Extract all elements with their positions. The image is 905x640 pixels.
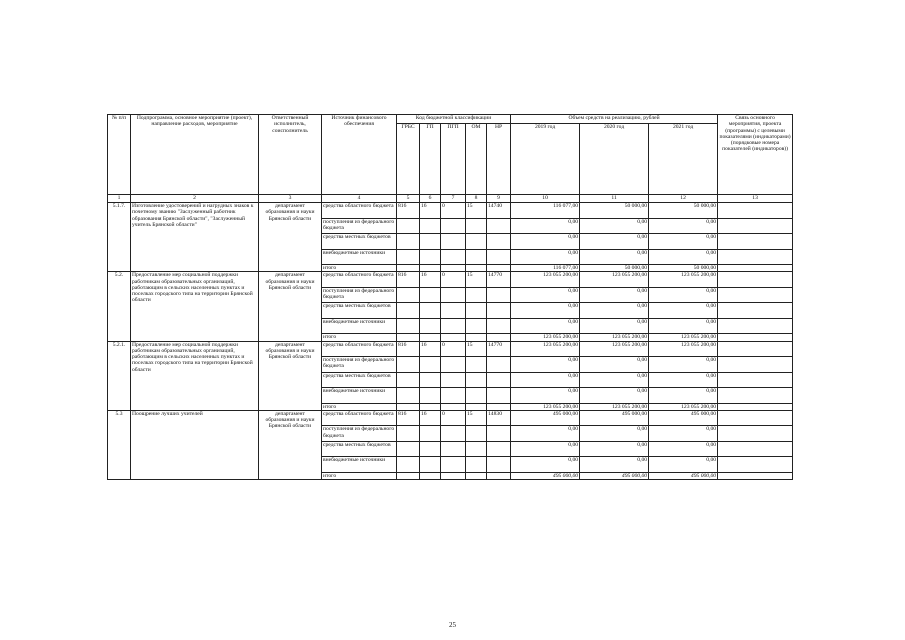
item-responsible: департамент образования и науки Брянской области — [259, 410, 322, 479]
amount-cell: 116 077,00 — [511, 265, 580, 272]
item-name: Поощрение лучших учителей — [131, 410, 259, 479]
budget-code — [397, 426, 420, 442]
budget-code — [420, 472, 441, 479]
budget-code — [441, 287, 466, 303]
amount-cell: 0,00 — [580, 388, 649, 404]
budget-code — [397, 403, 420, 410]
table-body — [108, 203, 793, 480]
amount-cell: 0,00 — [649, 287, 718, 303]
header-om: ОМ — [466, 124, 487, 195]
budget-code — [487, 249, 511, 265]
amount-cell: 0,00 — [511, 441, 580, 457]
header-nr: НР — [487, 124, 511, 195]
funding-source: средства областного бюджета — [322, 272, 397, 288]
table-row — [108, 410, 793, 426]
budget-code — [441, 441, 466, 457]
budget-code: 816 — [397, 272, 420, 288]
funding-source: внебюджетные источники — [322, 249, 397, 265]
amount-cell: 123 055 200,00 — [649, 341, 718, 357]
budget-code — [466, 265, 487, 272]
amount-cell: 0,00 — [649, 357, 718, 373]
funding-source: средства местных бюджетов — [322, 303, 397, 319]
budget-code — [397, 457, 420, 473]
item-responsible: департамент образования и науки Брянской области — [259, 203, 322, 272]
budget-code — [487, 218, 511, 234]
budget-code — [397, 303, 420, 319]
column-number: 4 — [322, 195, 397, 203]
budget-code — [420, 388, 441, 404]
amount-cell: 0,00 — [511, 372, 580, 388]
budget-code — [441, 403, 466, 410]
budget-code — [487, 234, 511, 250]
budget-code — [466, 457, 487, 473]
funding-source: внебюджетные источники — [322, 318, 397, 334]
funding-source: поступления из федерального бюджета — [322, 287, 397, 303]
header-resp: Ответственный исполнитель, соисполнитель — [259, 115, 322, 195]
budget-code — [487, 457, 511, 473]
budget-code — [441, 457, 466, 473]
column-number: 13 — [718, 195, 793, 203]
amount-cell: 0,00 — [649, 388, 718, 404]
funding-source: поступления из федерального бюджета — [322, 357, 397, 373]
budget-code — [466, 388, 487, 404]
budget-code — [441, 372, 466, 388]
amount-cell: 0,00 — [580, 372, 649, 388]
header-year-2020: 2020 год — [580, 124, 649, 195]
budget-code — [487, 372, 511, 388]
indicator-link — [718, 457, 793, 473]
header-year-2021: 2021 год — [649, 124, 718, 195]
budget-code: 14830 — [487, 410, 511, 426]
budget-code: 0 — [441, 203, 466, 219]
budget-code — [466, 372, 487, 388]
budget-code: 14770 — [487, 341, 511, 357]
budget-code: 14740 — [487, 203, 511, 219]
header-code: Код бюджетной классификации — [397, 115, 511, 124]
item-number: 5.3 — [108, 410, 131, 479]
amount-cell: 0,00 — [580, 234, 649, 250]
budget-code: 15 — [466, 203, 487, 219]
budget-code — [487, 303, 511, 319]
budget-code: 0 — [441, 410, 466, 426]
column-number: 10 — [511, 195, 580, 203]
column-number-row — [108, 195, 793, 203]
budget-code — [397, 218, 420, 234]
amount-cell: 495 000,00 — [511, 410, 580, 426]
column-number: 1 — [108, 195, 131, 203]
indicator-link — [718, 287, 793, 303]
amount-cell: 0,00 — [580, 426, 649, 442]
indicator-link — [718, 218, 793, 234]
budget-code — [420, 426, 441, 442]
budget-code — [466, 234, 487, 250]
column-number: 2 — [131, 195, 259, 203]
amount-cell: 0,00 — [649, 318, 718, 334]
indicator-link — [718, 334, 793, 341]
amount-cell: 0,00 — [511, 457, 580, 473]
budget-code — [397, 472, 420, 479]
indicator-link — [718, 203, 793, 219]
budget-code — [487, 472, 511, 479]
header-name: Подпрограмма, основное мероприятие (проект), направление расходов, мероприятие — [131, 115, 259, 195]
budget-code — [466, 441, 487, 457]
amount-cell: 0,00 — [649, 457, 718, 473]
funding-source: средства областного бюджета — [322, 341, 397, 357]
budget-code: 816 — [397, 203, 420, 219]
indicator-link — [718, 372, 793, 388]
indicator-link — [718, 341, 793, 357]
budget-code: 16 — [420, 272, 441, 288]
budget-code — [487, 318, 511, 334]
amount-cell: 123 055 200,00 — [511, 341, 580, 357]
budget-code — [420, 457, 441, 473]
amount-cell: 0,00 — [649, 426, 718, 442]
amount-cell: 0,00 — [511, 318, 580, 334]
budget-code — [397, 388, 420, 404]
indicator-link — [718, 441, 793, 457]
budget-code — [420, 357, 441, 373]
indicator-link — [718, 472, 793, 479]
column-number: 7 — [441, 195, 466, 203]
budget-code — [466, 426, 487, 442]
budget-code — [466, 357, 487, 373]
budget-code — [397, 265, 420, 272]
amount-cell: 0,00 — [580, 357, 649, 373]
amount-cell: 0,00 — [511, 234, 580, 250]
funding-source: средства областного бюджета — [322, 410, 397, 426]
budget-code — [441, 234, 466, 250]
column-number: 12 — [649, 195, 718, 203]
item-number: 5.2. — [108, 272, 131, 341]
amount-cell: 0,00 — [580, 318, 649, 334]
amount-cell: 0,00 — [580, 218, 649, 234]
budget-code — [420, 249, 441, 265]
budget-code — [466, 218, 487, 234]
budget-code — [420, 318, 441, 334]
budget-code — [441, 472, 466, 479]
budget-code — [466, 287, 487, 303]
funding-source: внебюджетные источники — [322, 457, 397, 473]
budget-code: 16 — [420, 203, 441, 219]
indicator-link — [718, 426, 793, 442]
budget-code: 16 — [420, 341, 441, 357]
item-number: 5.1.7. — [108, 203, 131, 272]
amount-cell: 123 055 200,00 — [511, 334, 580, 341]
budget-code — [420, 334, 441, 341]
amount-cell: 123 055 200,00 — [511, 272, 580, 288]
amount-cell: 0,00 — [511, 388, 580, 404]
amount-cell: 495 000,00 — [580, 472, 649, 479]
funding-source: средства областного бюджета — [322, 203, 397, 219]
column-number: 8 — [466, 195, 487, 203]
amount-cell: 495 000,00 — [511, 472, 580, 479]
item-number: 5.2.1. — [108, 341, 131, 410]
amount-cell: 123 055 200,00 — [580, 334, 649, 341]
budget-code: 16 — [420, 410, 441, 426]
budget-code — [466, 334, 487, 341]
indicator-link — [718, 272, 793, 288]
indicator-link — [718, 249, 793, 265]
budget-code — [420, 303, 441, 319]
budget-code — [397, 234, 420, 250]
amount-cell: 50 000,00 — [649, 203, 718, 219]
indicator-link — [718, 410, 793, 426]
amount-cell: 0,00 — [511, 357, 580, 373]
column-number: 6 — [420, 195, 441, 203]
funding-source: итого — [322, 265, 397, 272]
budget-code — [466, 472, 487, 479]
budget-code — [487, 441, 511, 457]
funding-source: итого — [322, 472, 397, 479]
budget-code — [441, 357, 466, 373]
budget-code — [397, 318, 420, 334]
budget-code — [397, 249, 420, 265]
header-row — [108, 115, 793, 124]
indicator-link — [718, 318, 793, 334]
amount-cell: 0,00 — [649, 249, 718, 265]
header-volume: Объем средств на реализацию, рублей — [511, 115, 718, 124]
budget-code — [487, 287, 511, 303]
item-responsible: департамент образования и науки Брянской области — [259, 272, 322, 341]
amount-cell: 0,00 — [649, 372, 718, 388]
budget-code — [466, 318, 487, 334]
amount-cell: 123 055 200,00 — [580, 403, 649, 410]
budget-code — [441, 334, 466, 341]
amount-cell: 0,00 — [580, 249, 649, 265]
budget-code — [466, 303, 487, 319]
budget-code — [487, 334, 511, 341]
budget-code — [487, 357, 511, 373]
amount-cell: 50 000,00 — [580, 265, 649, 272]
column-number: 9 — [487, 195, 511, 203]
amount-cell: 123 055 200,00 — [649, 334, 718, 341]
indicator-link — [718, 234, 793, 250]
funding-source: итого — [322, 403, 397, 410]
budget-code: 0 — [441, 272, 466, 288]
amount-cell: 0,00 — [511, 249, 580, 265]
budget-table — [107, 114, 793, 480]
budget-code — [420, 218, 441, 234]
amount-cell: 0,00 — [580, 457, 649, 473]
amount-cell: 123 055 200,00 — [580, 272, 649, 288]
budget-code — [487, 426, 511, 442]
amount-cell: 0,00 — [580, 303, 649, 319]
funding-source: поступления из федерального бюджета — [322, 218, 397, 234]
indicator-link — [718, 303, 793, 319]
budget-code — [420, 403, 441, 410]
column-number: 3 — [259, 195, 322, 203]
amount-cell: 123 055 200,00 — [511, 403, 580, 410]
budget-code — [397, 357, 420, 373]
budget-code — [487, 388, 511, 404]
budget-code — [466, 249, 487, 265]
budget-code: 15 — [466, 410, 487, 426]
column-number: 11 — [580, 195, 649, 203]
budget-code — [487, 265, 511, 272]
funding-source: поступления из федерального бюджета — [322, 426, 397, 442]
page-number: 25 — [449, 621, 456, 629]
item-name: Изготовление удостоверений и нагрудных знаков к почетному званию "Заслуженный работник образования Брянской области", "Заслуженный учитель Брянской области" — [131, 203, 259, 272]
header-num: № п/п — [108, 115, 131, 195]
amount-cell: 116 077,00 — [511, 203, 580, 219]
budget-code — [420, 287, 441, 303]
budget-code — [441, 265, 466, 272]
amount-cell: 495 000,00 — [580, 410, 649, 426]
amount-cell: 123 055 200,00 — [649, 403, 718, 410]
budget-code — [487, 403, 511, 410]
budget-code — [441, 303, 466, 319]
budget-code — [441, 249, 466, 265]
indicator-link — [718, 403, 793, 410]
amount-cell: 0,00 — [511, 287, 580, 303]
budget-code — [441, 318, 466, 334]
table-row — [108, 341, 793, 357]
amount-cell: 0,00 — [649, 234, 718, 250]
budget-code — [420, 441, 441, 457]
item-name: Предоставление мер социальной поддержки работникам образовательных организаций, работающим в сельских населенных пунктах и поселках городского типа на территории Брянской области — [131, 272, 259, 341]
budget-code: 816 — [397, 410, 420, 426]
funding-source: средства местных бюджетов — [322, 372, 397, 388]
table-row — [108, 272, 793, 288]
budget-code — [420, 372, 441, 388]
budget-code — [420, 265, 441, 272]
budget-code: 15 — [466, 341, 487, 357]
column-number: 5 — [397, 195, 420, 203]
indicator-link — [718, 388, 793, 404]
budget-code — [441, 218, 466, 234]
budget-code — [466, 403, 487, 410]
header-source: Источник финансового обеспечения — [322, 115, 397, 195]
amount-cell: 0,00 — [649, 441, 718, 457]
amount-cell: 0,00 — [580, 287, 649, 303]
amount-cell: 0,00 — [649, 303, 718, 319]
amount-cell: 50 000,00 — [580, 203, 649, 219]
amount-cell: 0,00 — [511, 426, 580, 442]
item-responsible: департамент образования и науки Брянской области — [259, 341, 322, 410]
indicator-link — [718, 357, 793, 373]
amount-cell: 0,00 — [649, 218, 718, 234]
funding-source: итого — [322, 334, 397, 341]
funding-source: средства местных бюджетов — [322, 441, 397, 457]
amount-cell: 0,00 — [580, 441, 649, 457]
amount-cell: 0,00 — [511, 303, 580, 319]
budget-code: 14770 — [487, 272, 511, 288]
budget-code — [441, 426, 466, 442]
header-pgp: ПГП — [441, 124, 466, 195]
budget-code: 816 — [397, 341, 420, 357]
item-name: Предоставление мер социальной поддержки работникам образовательных организаций, работающим в сельских населенных пунктах и поселках городского типа на территории Брянской области — [131, 341, 259, 410]
funding-source: средства местных бюджетов — [322, 234, 397, 250]
amount-cell: 50 000,00 — [649, 265, 718, 272]
budget-code — [397, 334, 420, 341]
amount-cell: 0,00 — [511, 218, 580, 234]
header-year-2019: 2019 год — [511, 124, 580, 195]
budget-code: 15 — [466, 272, 487, 288]
amount-cell: 123 055 200,00 — [649, 272, 718, 288]
funding-source: внебюджетные источники — [322, 388, 397, 404]
budget-code — [397, 287, 420, 303]
budget-code — [420, 234, 441, 250]
header-gp: ГП — [420, 124, 441, 195]
table-row — [108, 203, 793, 219]
amount-cell: 495 000,00 — [649, 410, 718, 426]
amount-cell: 495 000,00 — [649, 472, 718, 479]
budget-code: 0 — [441, 341, 466, 357]
header-link: Связь основного мероприятия, проекта (программы) с целевыми показателями (индикаторами) (порядковые номера показателей (индикаторов)) — [718, 115, 793, 195]
budget-code — [397, 372, 420, 388]
budget-code — [397, 441, 420, 457]
amount-cell: 123 055 200,00 — [580, 341, 649, 357]
header-grbs: ГРБС — [397, 124, 420, 195]
indicator-link — [718, 265, 793, 272]
budget-code — [441, 388, 466, 404]
